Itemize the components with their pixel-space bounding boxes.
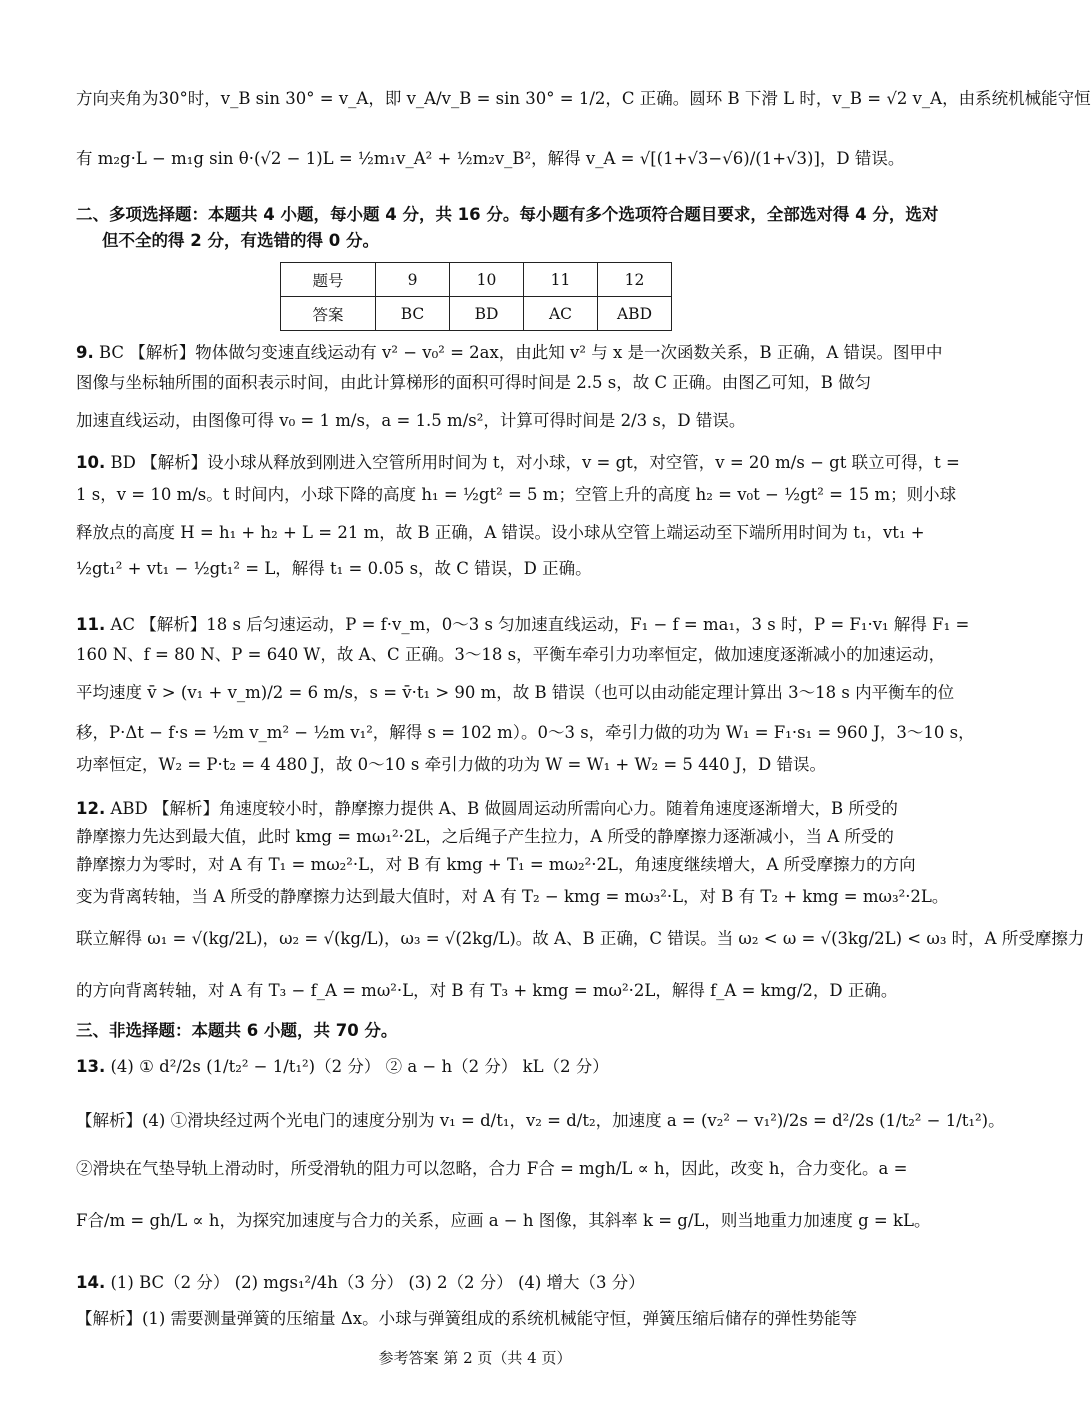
question-line: 160 N、f = 80 N、P = 640 W，故 A、C 正确。3～18 s，平衡车牵引力功率恒定，做加速度逐渐减小的加速运动， — [76, 645, 946, 664]
section-2-title: 二、多项选择题：本题共 4 小题，每小题 4 分，共 16 分。每小题有多个选项符合题目要求，全部选对得 4 分，选对 — [76, 205, 939, 224]
table-cell: 9 — [376, 263, 450, 297]
question-text: ABD 【解析】角速度较小时，静摩擦力提供 A、B 做圆周运动所需向心力。随着角速度逐渐增大，B 所受的 — [110, 799, 898, 818]
section-3-title: 三、非选择题：本题共 6 小题，共 70 分。 — [76, 1021, 398, 1040]
question-line: 静摩擦力为零时，对 A 有 T₁ = mω₂²·L，对 B 有 kmg + T₁ = mω₂²·2L，角速度继续增大，A 所受摩擦力的方向 — [76, 855, 916, 874]
question-line — [76, 452, 960, 474]
section-2-title-cont: 但不全的得 2 分，有选错的得 0 分。 — [102, 231, 379, 250]
question-12 — [76, 798, 1085, 1002]
table-cell: ABD — [598, 297, 672, 331]
question-line: 加速直线运动，由图像可得 v₀ = 1 m/s，a = 1.5 m/s²，计算可得时间是 2/3 s，D 错误。 — [76, 411, 746, 430]
question-line: 平均速度 v̄ > (v₁ + v_m)/2 = 6 m/s，s = v̄·t₁ > 90 m，故 B 错误（也可以由动能定理计算出 3～18 s 内平衡车的位 — [76, 683, 955, 702]
question-10 — [76, 452, 960, 580]
table-cell: 10 — [450, 263, 524, 297]
question-9 — [76, 342, 943, 432]
question-line: 图像与坐标轴所围的面积表示时间，由此计算梯形的面积可得时间是 2.5 s，故 C 正确。由图乙可知，B 做匀 — [76, 373, 872, 392]
question-line: 【解析】(1) 需要测量弹簧的压缩量 Δx。小球与弹簧组成的系统机械能守恒，弹簧压缩后储存的弹性势能等 — [76, 1309, 858, 1328]
question-line: ②滑块在气垫导轨上滑动时，所受滑轨的阻力可以忽略，合力 F合 = mgh/L ∝ h，因此，改变 h，合力变化。a = — [76, 1159, 908, 1178]
question-line — [76, 1272, 906, 1294]
question-line: 的方向背离转轴，对 A 有 T₃ − f_A = mω²·L，对 B 有 T₃ + kmg = mω²·2L，解得 f_A = kmg/2，D 正确。 — [76, 981, 898, 1000]
question-number: 10. — [76, 453, 106, 472]
table-row — [281, 297, 672, 331]
paragraph-line: 方向夹角为30°时，v_B sin 30° = v_A，即 v_A/v_B = sin 30° = 1/2，C 正确。圆环 B 下滑 L 时，v_B = √2 v_A，由系统机械能守恒 — [76, 89, 1091, 108]
question-line — [76, 1056, 906, 1078]
table-cell: AC — [524, 297, 598, 331]
question-line: F合/m = gh/L ∝ h，为探究加速度与合力的关系，应画 a − h 图像，其斜率 k = g/L，则当地重力加速度 g = kL。 — [76, 1211, 931, 1230]
table-cell: 12 — [598, 263, 672, 297]
question-line: 移，P·Δt − f·s = ½m v_m² − ½m v₁²，解得 s = 102 m）。0～3 s，牵引力做的功为 W₁ = F₁·s₁ = 960 J，3～10 s， — [76, 723, 975, 742]
table-cell: 11 — [524, 263, 598, 297]
question-line: 【解析】(4) ①滑块经过两个光电门的速度分别为 v₁ = d/t₁，v₂ = d/t₂，加速度 a = (v₂² − v₁²)/2s = d²/2s (1/t₂² − 1/t₁²)。 — [76, 1111, 1005, 1130]
question-line: 1 s，v = 10 m/s。t 时间内，小球下降的高度 h₁ = ½gt² = 5 m；空管上升的高度 h₂ = v₀t − ½gt² = 15 m；则小球 — [76, 485, 957, 504]
question-line: 功率恒定，W₂ = P·t₂ = 4 480 J，故 0～10 s 牵引力做的功为 W = W₁ + W₂ = 5 440 J，D 错误。 — [76, 755, 826, 774]
question-line: 释放点的高度 H = h₁ + h₂ + L = 21 m，故 B 正确，A 错误。设小球从空管上端运动至下端所用时间为 t₁，vt₁ + — [76, 523, 925, 542]
question-number: 13. — [76, 1057, 106, 1076]
question-13 — [76, 1056, 1005, 1232]
question-number: 9. — [76, 343, 94, 362]
question-line: 变为背离转轴，当 A 所受的静摩擦力达到最大值时，对 A 有 T₂ − kmg = mω₃²·L，对 B 有 T₂ + kmg = mω₃²·2L。 — [76, 887, 949, 906]
question-text: AC 【解析】18 s 后匀速运动，P = f·v_m，0～3 s 匀加速直线运动，F₁ − f = ma₁，3 s 时，P = F₁·v₁ 解得 F₁ = — [110, 615, 970, 634]
paragraph-line: 有 m₂g·L − m₁g sin θ·(√2 − 1)L = ½m₁v_A² + ½m₂v_B²，解得 v_A = √[(1+√3−√6)/(1+√3)]，D 错误。 — [76, 149, 905, 168]
table-cell: BC — [376, 297, 450, 331]
question-11 — [76, 614, 975, 776]
question-text: BC 【解析】物体做匀变速直线运动有 v² − v₀² = 2ax，由此知 v² 与 x 是一次函数关系，B 正确，A 错误。图甲中 — [99, 343, 943, 362]
table-header-cell: 答案 — [281, 297, 376, 331]
table-header-cell: 题号 — [281, 263, 376, 297]
question-14 — [76, 1272, 906, 1330]
question-line: 静摩擦力先达到最大值，此时 kmg = mω₁²·2L，之后绳子产生拉力，A 所受的静摩擦力逐渐减小，当 A 所受的 — [76, 827, 894, 846]
question-line — [76, 342, 943, 364]
question-text: (4) ① d²/2s (1/t₂² − 1/t₁²)（2 分） ② a − h（2 分） kL（2 分） — [110, 1057, 609, 1076]
question-number: 12. — [76, 799, 106, 818]
question-text: BD 【解析】设小球从释放到刚进入空管所用时间为 t，对小球，v = gt，对空管，v = 20 m/s − gt 联立可得，t = — [110, 453, 960, 472]
table-row — [281, 263, 672, 297]
table-cell: BD — [450, 297, 524, 331]
answer-table — [280, 262, 672, 331]
question-line: 联立解得 ω₁ = √(kg/2L)，ω₂ = √(kg/L)，ω₃ = √(2kg/L)。故 A、B 正确，C 错误。当 ω₂ < ω = √(3kg/2L) < ω₃ 时，A 所受摩擦力 — [76, 929, 1085, 948]
question-line — [76, 614, 970, 636]
question-number: 14. — [76, 1273, 106, 1292]
question-number: 11. — [76, 615, 106, 634]
question-line: ½gt₁² + vt₁ − ½gt₁² = L，解得 t₁ = 0.05 s，故 C 错误，D 正确。 — [76, 559, 592, 578]
question-line — [76, 798, 906, 820]
page-footer: 参考答案 第 2 页（共 4 页） — [378, 1349, 572, 1367]
question-text: (1) BC（2 分） (2) mgs₁²/4h（3 分） (3) 2（2 分） (4) 增大（3 分） — [110, 1273, 645, 1292]
